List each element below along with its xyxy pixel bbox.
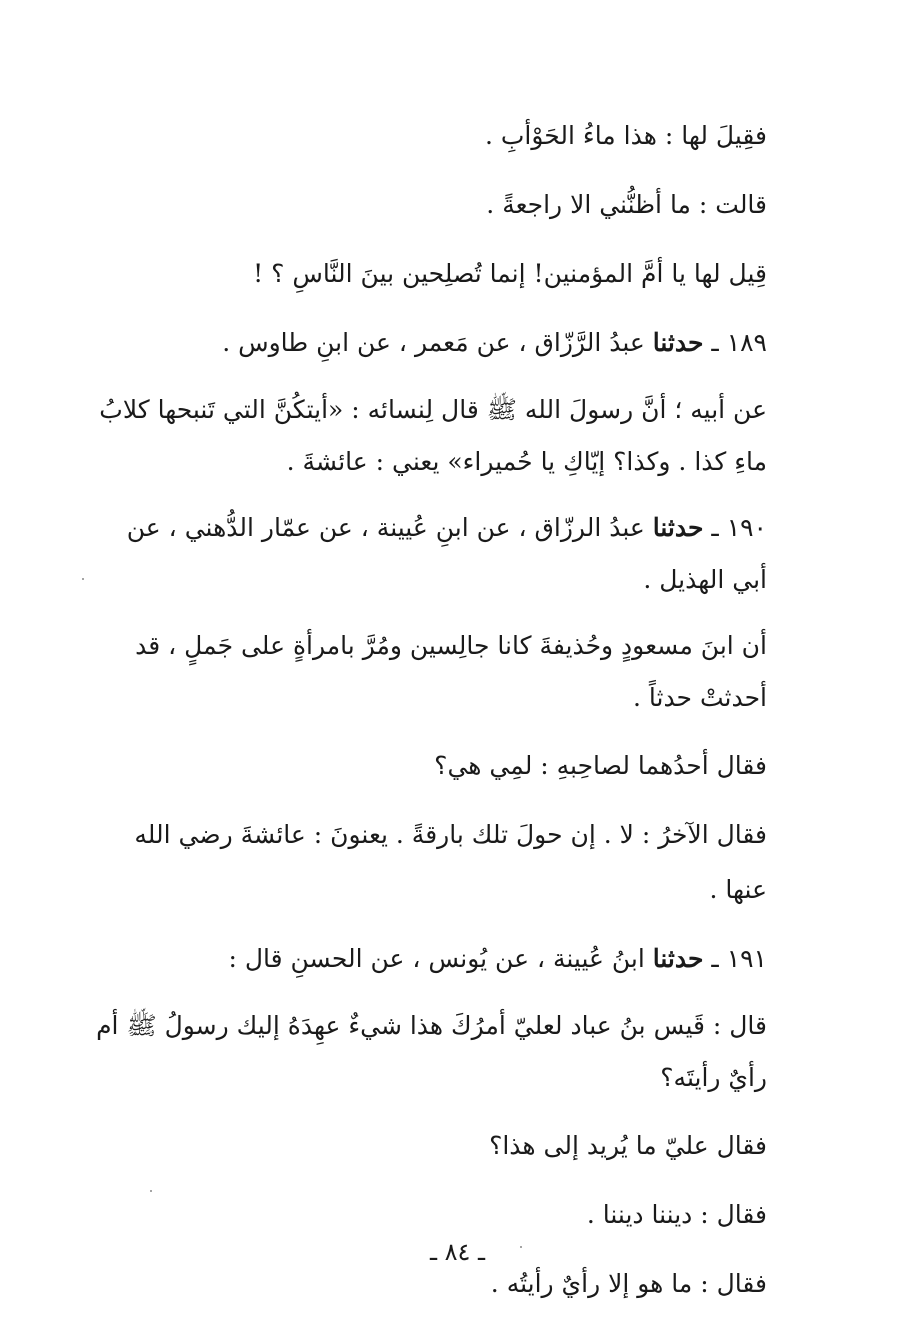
hadith-text-190: أن ابنَ مسعودٍ وحُذيفةَ كانا جالِسين ومُرَّ بامرأةٍ على جَملٍ ، قد أحدثتْ حدثاً . (135, 631, 767, 712)
hadith-text-189: عن أبيه ؛ أنَّ رسولَ الله ﷺ قال لِنسائه : «أيتكُنَّ التي تَنبحها كلابُ ماءِ كذا . وكذا؟ إيّاكِ يا حُميراء» يعني : عائشةَ . (99, 395, 767, 476)
hadith-keyword: حدثنا (652, 328, 704, 357)
scan-speck (520, 1246, 522, 1248)
text-line: فقال عليّ ما يُريد إلى هذا؟ (489, 1131, 767, 1160)
hadith-heading-191 (95, 931, 767, 986)
page-number: ـ ٨٤ ـ (429, 1238, 486, 1266)
hadith-number: ١٩١ ـ (711, 944, 767, 973)
hadith-chain: عبدُ الرَّزّاق ، عن مَعمر ، عن ابنِ طاوس . (222, 328, 645, 357)
hadith-heading-190 (95, 502, 767, 606)
hadith-number: ١٨٩ ـ (711, 328, 767, 357)
scan-speck (150, 1190, 152, 1192)
body-text (95, 108, 767, 1325)
text-line: قِيل لها يا أمَّ المؤمنين! إنما تُصلِحين بينَ النَّاسِ ؟ ! (253, 259, 767, 288)
hadith-keyword: حدثنا (652, 944, 704, 973)
hadith-heading-189 (95, 315, 767, 370)
hadith-chain: ابنُ عُيينة ، عن يُونس ، عن الحسنِ قال : (228, 944, 645, 973)
hadith-text-191: قال : قَيس بنُ عباد لعليّ أمرُكَ هذا شيءٌ عهِدَهُ إليك رسولُ ﷺ أم رأيٌ رأيتَه؟ (96, 1011, 767, 1092)
text-line: فقال : ديننا ديننا . (586, 1200, 767, 1229)
hadith-chain: عبدُ الرزّاق ، عن ابنِ عُيينة ، عن عمّار الدُّهني ، عن أبي الهذيل . (126, 513, 767, 594)
text-line: فقال : ما هو إلا رأيٌ رأيتُه . (490, 1269, 767, 1298)
text-line: قالت : ما أظنُّني الا راجعةً . (486, 190, 767, 219)
text-line: فقال الآخرُ : لا . إن حولَ تلك بارقةً . يعنونَ : عائشةَ رضي الله عنها . (134, 820, 767, 904)
text-line: فقِيلَ لها : هذا ماءُ الحَوْأبِ . (485, 121, 767, 150)
hadith-keyword: حدثنا (652, 513, 704, 542)
scan-speck (82, 578, 84, 580)
hadith-number: ١٩٠ ـ (711, 513, 767, 542)
text-line: فقال أحدُهما لصاحِبهِ : لمِي هي؟ (434, 751, 767, 780)
